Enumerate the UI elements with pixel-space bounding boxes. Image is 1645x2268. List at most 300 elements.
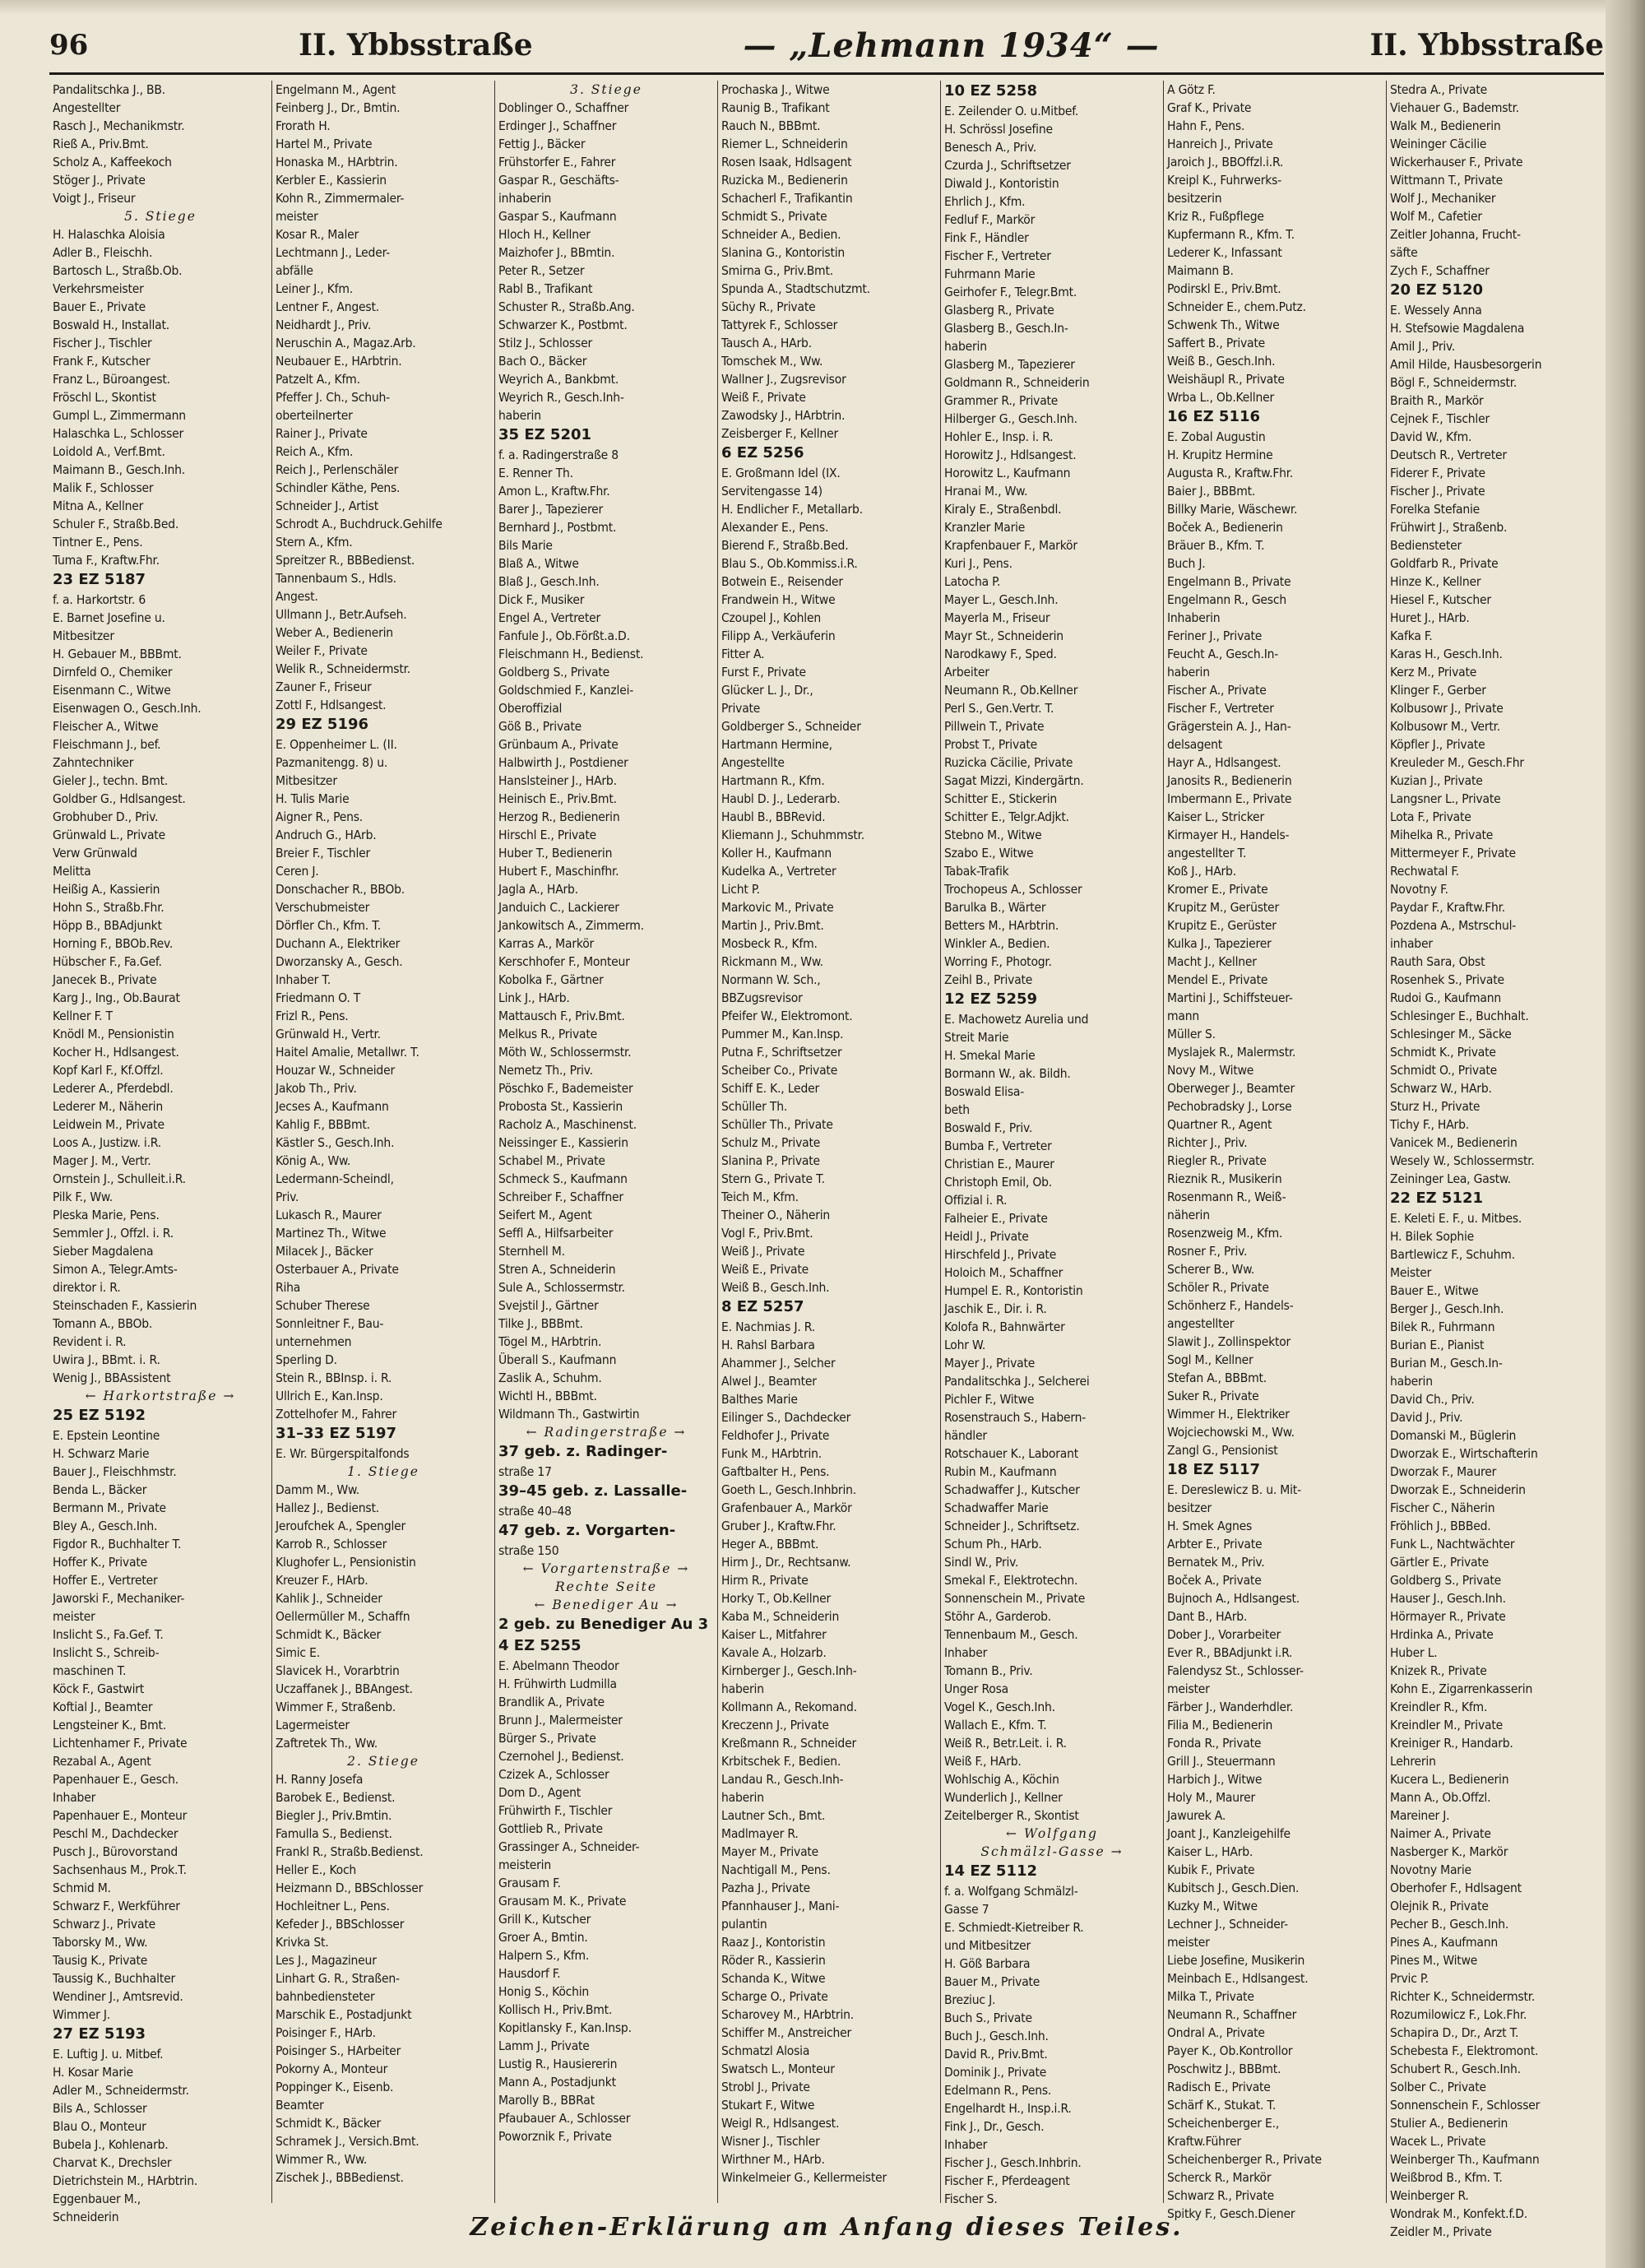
resident-entry: Kirmayer H., Handels-: [1167, 828, 1290, 842]
resident-entry: Linhart G. R., Straßen-: [276, 1971, 400, 1986]
resident-entry: Höpp B., BBAdjunkt: [53, 918, 162, 933]
resident-entry: Verkehrsmeister: [53, 281, 144, 296]
resident-entry: Grill J., Steuermann: [1167, 1754, 1276, 1769]
resident-entry: Schanda K., Witwe: [721, 1971, 826, 1986]
resident-entry: Perl S., Gen.Vertr. T.: [944, 701, 1054, 716]
resident-entry: Stukart F., Witwe: [721, 2098, 815, 2113]
resident-entry: Kreindler R., Kfm.: [1390, 1700, 1488, 1714]
resident-entry: Bediensteter: [1390, 538, 1462, 553]
resident-entry: Uwira J., BBmt. i. R.: [53, 1352, 160, 1367]
resident-entry: Jagla A., HArb.: [498, 882, 578, 897]
resident-entry: David W., Kfm.: [1390, 429, 1472, 444]
house-number-heading: 2 geb. zu Benediger Au 3: [498, 1616, 709, 1633]
resident-entry: Kafka F.: [1390, 628, 1433, 643]
resident-entry: Neubauer E., HArbtrin.: [276, 354, 402, 369]
column-4: [718, 81, 941, 2203]
resident-entry: David R., Priv.Bmt.: [944, 2047, 1048, 2062]
resident-entry: Zeininger Lea, Gastw.: [1390, 1171, 1511, 1186]
resident-entry: haberin: [721, 1790, 764, 1805]
resident-entry: Falendysz St., Schlosser-: [1167, 1663, 1304, 1678]
resident-entry: Adler M., Schneidermstr.: [53, 2083, 189, 2098]
resident-entry: E. Luftig J. u. Mitbef.: [53, 2047, 164, 2062]
resident-entry: Hoffer K., Private: [53, 1555, 147, 1570]
resident-entry: Benesch A., Priv.: [944, 140, 1037, 155]
resident-entry: Barobek E., Bedienst.: [276, 1790, 396, 1805]
resident-entry: Hausdorf F.: [498, 1966, 561, 1981]
resident-entry: Bauer E., Witwe: [1390, 1283, 1479, 1298]
section-heading: Rechte Seite: [555, 1579, 657, 1594]
resident-entry: Lentner F., Angest.: [276, 299, 379, 314]
resident-entry: Lautner Sch., Bmt.: [721, 1808, 826, 1823]
resident-entry: Szabo E., Witwe: [944, 846, 1034, 860]
house-number-heading: 16 EZ 5116: [1167, 408, 1261, 425]
resident-entry: Feinberg J., Dr., Bmtin.: [276, 100, 401, 115]
resident-entry: Heidl J., Private: [944, 1229, 1029, 1244]
resident-entry: Poppinger K., Eisenb.: [276, 2080, 394, 2094]
resident-entry: Riha: [276, 1280, 301, 1295]
resident-entry: Fischer J., Tischler: [53, 336, 152, 350]
resident-entry: Seifert M., Agent: [498, 1208, 592, 1222]
resident-entry: Schuler F., Straßb.Bed.: [53, 517, 179, 531]
resident-entry: Weiß J., Private: [721, 1244, 805, 1259]
resident-entry: Fink F., Händler: [944, 230, 1029, 245]
resident-entry: Feriner J., Private: [1167, 628, 1263, 643]
street-name-right: II. Ybbsstraße: [1369, 28, 1604, 63]
resident-entry: Jakob Th., Priv.: [276, 1081, 357, 1096]
resident-entry: Scherck R., Markör: [1167, 2170, 1272, 2185]
resident-entry: Fischer J., Private: [1390, 484, 1485, 499]
resident-entry: Sindl W., Priv.: [944, 1555, 1019, 1570]
resident-entry: Nemetz Th., Priv.: [498, 1063, 593, 1078]
resident-entry: Sogl M., Kellner: [1167, 1352, 1253, 1367]
resident-entry: Holoich M., Schaffner: [944, 1265, 1063, 1280]
resident-entry: Blaß J., Gesch.Inh.: [498, 574, 600, 589]
resident-entry: Rubin M., Kaufmann: [944, 1464, 1057, 1479]
resident-entry: Sonnenschein F., Schlosser: [1390, 2098, 1541, 2113]
resident-entry: David Ch., Priv.: [1390, 1392, 1475, 1407]
resident-entry: Herzog R., Bedienerin: [498, 809, 620, 824]
resident-entry: Schwarz J., Private: [53, 1917, 155, 1932]
resident-entry: Stöhr A., Garderob.: [944, 1609, 1052, 1624]
resident-entry: Barulka B., Wärter: [944, 900, 1046, 915]
resident-entry: Weißbrod B., Kfm. T.: [1390, 2170, 1503, 2185]
section-heading: ← Radingerstraße →: [526, 1425, 687, 1440]
resident-entry: Marschik E., Postadjunkt: [276, 2007, 412, 2022]
resident-entry: Balthes Marie: [721, 1392, 798, 1407]
resident-entry: meister: [53, 1609, 95, 1624]
resident-entry: Horowitz L., Kaufmann: [944, 466, 1071, 480]
resident-entry: Haubl D. J., Lederarb.: [721, 791, 841, 806]
resident-entry: Frankl R., Straßb.Bedienst.: [276, 1844, 424, 1859]
resident-entry: Heger A., BBBmt.: [721, 1537, 819, 1551]
resident-entry: Fleischer A., Witwe: [53, 719, 159, 734]
section-heading: Schmälzl-Gasse →: [980, 1844, 1124, 1859]
resident-entry: Les J., Magazineur: [276, 1953, 377, 1968]
resident-entry: Czurda J., Schriftsetzer: [944, 158, 1071, 173]
house-number-heading: 6 EZ 5256: [721, 444, 804, 461]
resident-entry: Pillwein T., Private: [944, 719, 1045, 734]
resident-entry: Hirm J., Dr., Rechtsanw.: [721, 1555, 851, 1570]
resident-entry: Dant B., HArb.: [1167, 1609, 1248, 1624]
resident-entry: Sachsenhaus M., Prok.T.: [53, 1862, 187, 1877]
resident-entry: haberin: [1390, 1374, 1433, 1389]
resident-entry: Schwenk Th., Witwe: [1167, 318, 1280, 332]
resident-entry: Mayer M., Private: [721, 1844, 819, 1859]
resident-entry: Holy M., Maurer: [1167, 1790, 1256, 1805]
resident-entry: angestellter: [1167, 1316, 1235, 1331]
resident-entry: Tomann B., Priv.: [944, 1663, 1033, 1678]
resident-entry: Milacek J., Bäcker: [276, 1244, 373, 1259]
resident-entry: Ledermann-Scheindl,: [276, 1171, 394, 1186]
resident-entry: Boswald H., Installat.: [53, 318, 169, 332]
resident-entry: Zaftretek Th., Ww.: [276, 1736, 378, 1751]
resident-entry: Schönherz F., Handels-: [1167, 1298, 1294, 1313]
resident-entry: mann: [1167, 1009, 1200, 1023]
resident-entry: Bierend F., Straßb.Bed.: [721, 538, 849, 553]
resident-entry: Milka T., Private: [1167, 1989, 1254, 2004]
resident-entry: Kuri J., Pens.: [944, 556, 1012, 571]
resident-entry: Dworzansky A., Gesch.: [276, 954, 403, 969]
resident-entry: Trochopeus A., Schlosser: [944, 882, 1082, 897]
resident-entry: Vanicek M., Bedienerin: [1390, 1135, 1518, 1150]
resident-entry: Wichtl H., BBBmt.: [498, 1389, 597, 1403]
resident-entry: Wendiner J., Amtsrevid.: [53, 1989, 183, 2004]
resident-entry: Huret J., HArb.: [1390, 610, 1470, 625]
resident-entry: Loidold A., Verf.Bmt.: [53, 444, 165, 459]
resident-entry: E. Nachmias J. R.: [721, 1320, 815, 1334]
resident-entry: Fleischmann H., Bedienst.: [498, 647, 644, 661]
resident-entry: Mittermeyer F., Private: [1390, 846, 1516, 860]
resident-entry: Pandalitschka J., BB.: [53, 82, 166, 97]
resident-entry: händler: [944, 1428, 987, 1443]
house-number-heading: 23 EZ 5187: [53, 571, 146, 588]
resident-entry: Gieler J., techn. Bmt.: [53, 773, 169, 788]
resident-entry: Kerbler E., Kassierin: [276, 173, 387, 188]
resident-entry: Wojciechowski M., Ww.: [1167, 1425, 1295, 1440]
resident-entry: Zaslik A., Schuhm.: [498, 1371, 602, 1385]
resident-entry: Schneiderin: [53, 2210, 119, 2224]
resident-entry: Kreipl K., Fuhrwerks-: [1167, 173, 1282, 188]
resident-entry: Nachtigall M., Pens.: [721, 1862, 831, 1877]
resident-entry: Fuhrmann Marie: [944, 267, 1036, 281]
resident-entry: Beamter: [276, 2098, 324, 2113]
resident-entry: Wimmer F., Straßenb.: [276, 1700, 396, 1714]
resident-entry: meister: [276, 209, 318, 224]
resident-entry: Mager J. M., Vertr.: [53, 1153, 151, 1168]
resident-entry: Stern G., Private T.: [721, 1171, 825, 1186]
resident-entry: Tomschek M., Ww.: [721, 354, 823, 369]
resident-entry: Ullmann J., Betr.Aufseh.: [276, 607, 407, 622]
footer-legend-note: Zeichen-Erklärung am Anfang dieses Teiles.: [470, 2213, 1184, 2242]
resident-entry: Tomann A., BBOb.: [53, 1316, 153, 1331]
resident-entry: Wunderlich J., Kellner: [944, 1790, 1063, 1805]
resident-entry: Heißig A., Kassierin: [53, 882, 160, 897]
resident-entry: Angest.: [276, 589, 318, 604]
resident-entry: Poisinger F., HArb.: [276, 2025, 376, 2040]
resident-entry: Janosits R., Bedienerin: [1167, 773, 1292, 788]
resident-entry: Bartlewicz F., Schuhm.: [1390, 1247, 1515, 1262]
resident-entry: inhaberin: [498, 191, 552, 206]
resident-entry: Boswald F., Priv.: [944, 1120, 1033, 1135]
resident-entry: Meister: [1390, 1265, 1432, 1280]
street-name-left: II. Ybbsstraße: [299, 28, 533, 63]
resident-entry: f. a. Radingerstraße 8: [498, 448, 619, 462]
resident-entry: Hirschfeld J., Private: [944, 1247, 1057, 1262]
resident-entry: Oberoffizial: [498, 701, 563, 716]
resident-entry: Podirskl E., Priv.Bmt.: [1167, 281, 1281, 296]
resident-entry: Zischek J., BBBedienst.: [276, 2170, 404, 2185]
resident-entry: Mendel E., Private: [1167, 972, 1268, 987]
resident-entry: Gärtler E., Private: [1390, 1555, 1490, 1570]
resident-entry: Weyrich R., Gesch.Inh-: [498, 390, 624, 405]
resident-entry: Fröhlich J., BBBed.: [1390, 1519, 1491, 1533]
resident-entry: Frühwirth F., Tischler: [498, 1803, 613, 1818]
resident-entry: Fedluf F., Markör: [944, 212, 1036, 227]
resident-entry: maschinen T.: [53, 1663, 127, 1678]
resident-entry: Tintner E., Pens.: [53, 535, 143, 550]
resident-entry: Schiff E. K., Leder: [721, 1081, 820, 1096]
resident-entry: Heller E., Koch: [276, 1862, 357, 1877]
resident-entry: Lukasch R., Maurer: [276, 1208, 382, 1222]
resident-entry: Inhaber: [53, 1790, 96, 1805]
resident-entry: Haubl B., BBRevid.: [721, 809, 826, 824]
resident-entry: Zeisberger F., Kellner: [721, 426, 839, 441]
resident-entry: Jaworski F., Mechaniker-: [53, 1591, 185, 1606]
resident-entry: Fischer F., Pferdeagent: [944, 2173, 1070, 2188]
resident-entry: Weigl R., Hdlsangest.: [721, 2116, 840, 2131]
resident-entry: Licht P.: [721, 882, 760, 897]
resident-entry: Deutsch R., Vertreter: [1390, 448, 1507, 462]
resident-entry: Tannenbaum S., Hdls.: [276, 571, 396, 586]
resident-entry: Goldschmied F., Kanzlei-: [498, 683, 634, 698]
resident-entry: Furst F., Private: [721, 665, 806, 679]
resident-entry: Filia M., Bedienerin: [1167, 1718, 1273, 1732]
resident-entry: Janecek B., Private: [53, 972, 157, 987]
section-heading: 3. Stiege: [570, 82, 642, 97]
resident-entry: Rainer J., Private: [276, 426, 368, 441]
resident-entry: Inslicht S., Schreib-: [53, 1645, 160, 1660]
resident-entry: Svejstil J., Gärtner: [498, 1298, 599, 1313]
resident-entry: delsagent: [1167, 737, 1223, 752]
resident-entry: straße 150: [498, 1543, 559, 1558]
resident-entry: Möth W., Schlossermstr.: [498, 1045, 632, 1060]
resident-entry: Hohn S., Straßb.Fhr.: [53, 900, 164, 915]
resident-entry: Weiß R., Betr.Leit. i. R.: [944, 1736, 1067, 1751]
resident-entry: Domanski M., Büglerin: [1390, 1428, 1517, 1443]
resident-entry: Frühwirt J., Straßenb.: [1390, 520, 1508, 535]
resident-entry: Zangl G., Pensionist: [1167, 1443, 1278, 1458]
resident-entry: Landau R., Gesch.Inh-: [721, 1772, 844, 1787]
resident-entry: Amil J., Priv.: [1390, 339, 1456, 354]
resident-entry: Hinze K., Kellner: [1390, 574, 1481, 589]
resident-entry: Kreczenn J., Private: [721, 1718, 829, 1732]
resident-entry: Schwarz W., HArb.: [1390, 1081, 1492, 1096]
resident-entry: Ondral A., Private: [1167, 2025, 1265, 2040]
resident-entry: Köpfler J., Private: [1390, 737, 1485, 752]
resident-entry: Goldberg S., Private: [1390, 1573, 1501, 1588]
resident-entry: Falheier E., Private: [944, 1211, 1048, 1226]
resident-entry: straße 17: [498, 1464, 552, 1479]
resident-entry: Gasse 7: [944, 1902, 989, 1917]
resident-entry: Wohlschig A., Köchin: [944, 1772, 1059, 1787]
resident-entry: Kahlik J., Schneider: [276, 1591, 382, 1606]
resident-entry: Arbter E., Private: [1167, 1537, 1263, 1551]
resident-entry: H. Schrössl Josefine: [944, 122, 1053, 137]
resident-entry: Verschubmeister: [276, 900, 370, 915]
resident-entry: Fischer A., Private: [1167, 683, 1267, 698]
header-rule: [49, 72, 1604, 75]
resident-entry: A Götz F.: [1167, 82, 1216, 97]
resident-entry: Papenhauer E., Gesch.: [53, 1772, 178, 1787]
resident-entry: Bernhard J., Postbmt.: [498, 520, 617, 535]
resident-entry: Bartosch L., Straßb.Ob.: [53, 263, 183, 278]
resident-entry: Zeihl B., Private: [944, 972, 1033, 987]
resident-entry: Hartmann Hermine,: [721, 737, 832, 752]
resident-entry: Simon A., Telegr.Amts-: [53, 1262, 178, 1277]
resident-entry: Stebno M., Witwe: [944, 828, 1042, 842]
resident-entry: Goldberger S., Schneider: [721, 719, 861, 734]
resident-entry: Pazmanitengg. 8) u.: [276, 755, 388, 770]
resident-entry: Wisner J., Tischler: [721, 2134, 820, 2149]
resident-entry: Glasberg B., Gesch.In-: [944, 321, 1068, 336]
resident-entry: Probosta St., Kassierin: [498, 1099, 623, 1114]
resident-entry: Mayr St., Schneiderin: [944, 628, 1063, 643]
resident-entry: Probst T., Private: [944, 737, 1038, 752]
resident-entry: Koller H., Kaufmann: [721, 846, 832, 860]
resident-entry: Amil Hilde, Hausbesorgerin: [1390, 357, 1542, 372]
resident-entry: Augusta R., Kraftw.Fhr.: [1167, 466, 1294, 480]
resident-entry: Müller S.: [1167, 1027, 1216, 1041]
resident-entry: Weinberger Th., Kaufmann: [1390, 2152, 1540, 2167]
resident-entry: Schapira D., Dr., Arzt T.: [1390, 2025, 1519, 2040]
resident-entry: Schiffer M., Anstreicher: [721, 2025, 852, 2040]
resident-entry: Martinez Th., Witwe: [276, 1226, 387, 1241]
resident-entry: Sonnleitner F., Bau-: [276, 1316, 384, 1331]
resident-entry: Rosenstrauch S., Habern-: [944, 1410, 1087, 1425]
resident-entry: Schadwaffer Marie: [944, 1500, 1049, 1515]
resident-entry: Braith R., Markör: [1390, 393, 1484, 408]
resident-entry: Lohr W.: [944, 1338, 986, 1352]
resident-entry: Pandalitschka J., Selcherei: [944, 1374, 1090, 1389]
resident-entry: Taborsky M., Ww.: [53, 1935, 148, 1950]
resident-entry: Goldfarb R., Private: [1390, 556, 1499, 571]
resident-entry: Charvat K., Drechsler: [53, 2155, 172, 2170]
resident-entry: Melitta: [53, 864, 91, 879]
house-number-heading: 20 EZ 5120: [1390, 281, 1484, 299]
resident-entry: Teich M., Kfm.: [721, 1190, 799, 1204]
resident-entry: Eggenbauer M.,: [53, 2191, 141, 2206]
resident-entry: Inhaber: [944, 2137, 988, 2152]
resident-entry: Viehauer G., Bademstr.: [1390, 100, 1519, 115]
house-number-heading: 31–33 EZ 5197: [276, 1425, 397, 1442]
resident-entry: Engelmann B., Private: [1167, 574, 1291, 589]
resident-entry: Brandlik A., Private: [498, 1695, 605, 1709]
resident-entry: Macht J., Kellner: [1167, 954, 1257, 969]
resident-entry: Rieznik R., Musikerin: [1167, 1171, 1282, 1186]
resident-entry: Oellermüller M., Schaffn: [276, 1609, 410, 1624]
resident-entry: Bumba F., Vertreter: [944, 1139, 1052, 1153]
resident-entry: Private: [721, 701, 761, 716]
resident-entry: Karg J., Ing., Ob.Baurat: [53, 990, 180, 1005]
resident-entry: Quartner R., Agent: [1167, 1117, 1272, 1132]
resident-entry: Pöschko F., Bademeister: [498, 1081, 633, 1096]
resident-entry: Schüller Th.: [721, 1099, 788, 1114]
resident-entry: Fink J., Dr., Gesch.: [944, 2119, 1045, 2134]
resident-entry: Zauner F., Friseur: [276, 679, 372, 694]
resident-entry: Inhaber T.: [276, 972, 331, 987]
house-number-heading: 14 EZ 5112: [944, 1862, 1038, 1880]
house-number-heading: 35 EZ 5201: [498, 426, 592, 443]
resident-entry: Kollmann A., Rekomand.: [721, 1700, 857, 1714]
resident-entry: Schlesinger M., Säcke: [1390, 1027, 1512, 1041]
resident-entry: Grausam F.: [498, 1876, 561, 1890]
resident-entry: Hübscher F., Fa.Gef.: [53, 954, 162, 969]
resident-entry: besitzer: [1167, 1500, 1212, 1515]
resident-entry: Schitter E., Telgr.Adjkt.: [944, 809, 1069, 824]
resident-entry: Martin J., Priv.Bmt.: [721, 918, 824, 933]
resident-entry: Krbitschek F., Bedien.: [721, 1754, 841, 1769]
resident-entry: Buch J.: [1167, 556, 1206, 571]
resident-entry: Frorath H.: [276, 118, 331, 133]
resident-entry: Glasberg M., Tapezierer: [944, 357, 1075, 372]
resident-entry: Streit Marie: [944, 1030, 1009, 1045]
resident-entry: Dirnfeld O., Chemiker: [53, 665, 173, 679]
resident-entry: haberin: [721, 1681, 764, 1696]
resident-entry: Knizek R., Private: [1390, 1663, 1487, 1678]
resident-entry: Mayer J., Private: [944, 1356, 1036, 1371]
resident-entry: H. Frühwirth Ludmilla: [498, 1677, 617, 1691]
resident-entry: Lichtenhamer F., Private: [53, 1736, 188, 1751]
resident-entry: Donschacher R., BBOb.: [276, 882, 405, 897]
resident-entry: Payer K., Ob.Kontrollor: [1167, 2043, 1293, 2058]
resident-entry: Bils Marie: [498, 538, 553, 553]
resident-entry: Bräuer B., Kfm. T.: [1167, 538, 1265, 553]
resident-entry: Engelhardt H., Insp.i.R.: [944, 2101, 1072, 2116]
resident-entry: Hauser J., Gesch.Inh.: [1390, 1591, 1506, 1606]
resident-entry: Krivka St.: [276, 1935, 329, 1950]
resident-entry: Weyrich A., Bankbmt.: [498, 372, 619, 387]
resident-entry: Andruch G., HArb.: [276, 828, 377, 842]
resident-entry: Naimer A., Private: [1390, 1826, 1491, 1841]
resident-entry: Scharovey M., HArbtrin.: [721, 2007, 854, 2022]
resident-entry: Jeroufchek A., Spengler: [276, 1519, 406, 1533]
resident-entry: Goldber G., Hdlsangest.: [53, 791, 186, 806]
resident-entry: Boswald Elisa-: [944, 1084, 1025, 1099]
resident-entry: Jankowitsch A., Zimmerm.: [498, 918, 644, 933]
resident-entry: Schwarz F., Werkführer: [53, 1899, 180, 1913]
resident-entry: E. Großmann Idel (IX.: [721, 466, 841, 480]
resident-entry: Lustig R., Hausiererin: [498, 2057, 618, 2071]
resident-entry: Strobl J., Private: [721, 2080, 810, 2094]
resident-entry: f. a. Harkortstr. 6: [53, 592, 146, 607]
resident-entry: Schmeck S., Kaufmann: [498, 1171, 628, 1186]
resident-entry: Hirschl E., Private: [498, 828, 597, 842]
resident-entry: Krapfenbauer F., Markör: [944, 538, 1077, 553]
resident-entry: Kocher H., Hdlsangest.: [53, 1045, 179, 1060]
resident-entry: Zeidler M., Private: [1390, 2224, 1492, 2239]
resident-entry: Kosar R., Maler: [276, 227, 359, 242]
resident-entry: Czernohel J., Bedienst.: [498, 1749, 624, 1764]
resident-entry: Wolf J., Mechaniker: [1390, 191, 1496, 206]
resident-entry: Kraftw.Führer: [1167, 2134, 1241, 2149]
resident-entry: Kulka J., Tapezierer: [1167, 936, 1272, 951]
resident-entry: Goldmann R., Schneiderin: [944, 375, 1090, 390]
resident-entry: Rosner F., Priv.: [1167, 1244, 1248, 1259]
resident-entry: Weiler F., Private: [276, 643, 368, 658]
resident-entry: Stern A., Kfm.: [276, 535, 353, 550]
resident-entry: Mann A., Ob.Offzl.: [1390, 1790, 1491, 1805]
resident-entry: Hartmann R., Kfm.: [721, 773, 825, 788]
